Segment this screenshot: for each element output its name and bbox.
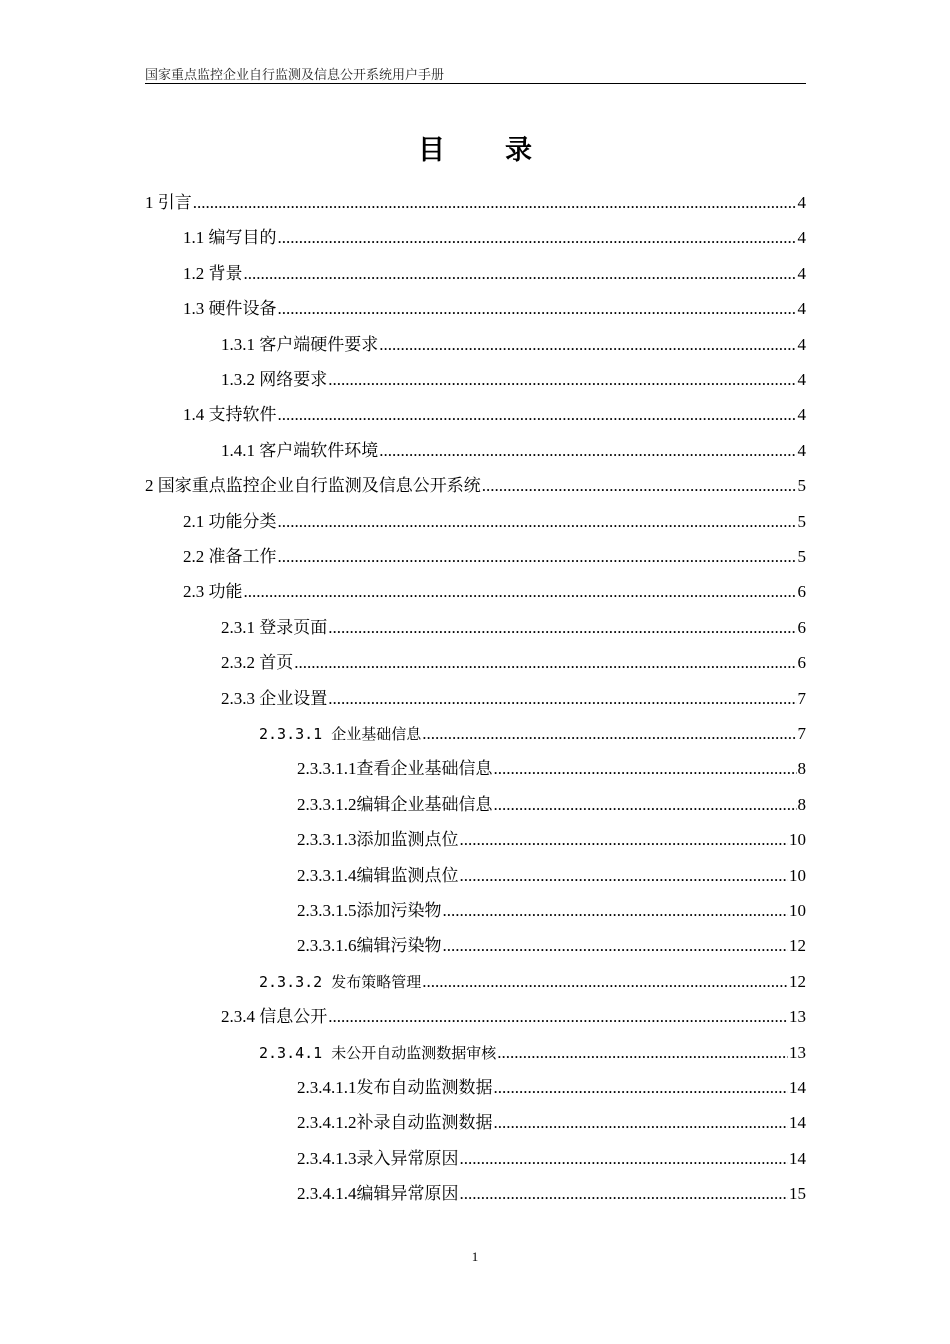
toc-dot-leader [294,653,796,673]
toc-entry-page-number: 14 [789,1148,806,1168]
toc-dot-leader [460,1184,789,1204]
toc-entry[interactable] [221,997,806,1027]
toc-dot-leader [193,193,797,213]
toc-dot-leader [494,1078,789,1098]
toc-dot-leader [328,370,796,390]
toc-entry-page-number: 6 [797,582,806,602]
toc-entry[interactable] [221,608,806,638]
toc-entry-label: 2.3.4.1.3录入异常原因 [297,1148,459,1168]
toc-entry-label: 2.3.4.1 未公开自动监测数据审核 [259,1043,497,1062]
toc-entry-page-number: 10 [789,865,806,885]
toc-dot-leader [460,830,789,850]
toc-entry-page-number: 4 [797,193,806,212]
running-header: 国家重点监控企业自行监测及信息公开系统用户手册 [145,67,445,82]
toc-dot-leader [482,476,797,496]
toc-entry-page-number: 5 [797,476,806,496]
toc-entry-label: 1.3.2 网络要求 [221,370,328,389]
toc-entry[interactable] [297,1139,806,1169]
toc-entry-page-number: 13 [789,1007,806,1027]
toc-entry[interactable] [297,926,806,956]
toc-entry[interactable] [297,749,806,779]
toc-entry-page-number: 4 [797,440,806,460]
toc-entry[interactable] [221,360,806,390]
toc-entry-page-number: 4 [797,370,806,389]
toc-entry-label: 2.3.3.1.4编辑监测点位 [297,865,459,885]
toc-entry-page-number: 14 [789,1113,806,1133]
toc-entry-label: 2.3.3.1.5添加污染物 [297,901,442,920]
toc-entry[interactable] [259,714,806,744]
toc-entry-page-number: 14 [789,1078,806,1097]
toc-entry-label: 2.2 准备工作 [183,547,277,566]
toc-entry-label: 2.3.3.1.6编辑污染物 [297,936,442,956]
toc-entry-page-number: 4 [797,299,806,319]
toc-entry-page-number: 12 [789,936,806,956]
toc-dot-leader [278,299,797,319]
toc-dot-leader [278,228,797,248]
toc-dot-leader [443,936,789,956]
toc-entry-page-number: 15 [789,1184,806,1204]
toc-entry-page-number: 4 [797,228,806,248]
toc-entry-label: 2.3.3.1.2编辑企业基础信息 [297,794,493,814]
toc-entry[interactable] [297,785,806,815]
header-rule [145,83,806,84]
toc-dot-leader [328,1007,788,1027]
toc-entry-page-number: 4 [797,405,806,425]
toc-dot-leader [379,335,796,355]
toc-entry[interactable] [183,289,806,319]
toc-entry-label: 2.3.1 登录页面 [221,617,328,637]
toc-dot-leader [244,264,797,284]
toc-entry[interactable] [297,1068,806,1098]
toc-entry-label: 1.2 背景 [183,263,243,283]
toc-dot-leader [278,512,797,532]
toc-entry-page-number: 10 [789,901,806,920]
toc-entry-page-number: 10 [789,830,806,850]
toc-entry-label: 2.3.4.1.2补录自动监测数据 [297,1113,493,1133]
toc-entry-label: 1 引言 [145,193,192,212]
toc-entry-label: 1.4 支持软件 [183,405,277,425]
toc-entry-page-number: 12 [789,971,806,991]
toc-entry[interactable] [183,502,806,532]
toc-entry-page-number: 8 [797,759,806,779]
toc-entry[interactable] [221,679,806,709]
toc-dot-leader [497,1043,788,1063]
toc-dot-leader [460,1149,789,1169]
toc-entry-label: 2 国家重点监控企业自行监测及信息公开系统 [145,476,481,496]
toc-entry[interactable] [183,254,806,284]
toc-dot-leader [278,405,797,425]
toc-entry[interactable] [145,466,806,496]
toc-entry-label: 2.1 功能分类 [183,511,277,531]
toc-dot-leader [422,724,796,744]
toc-entry-label: 2.3.4.1.1发布自动监测数据 [297,1078,493,1097]
toc-entry-page-number: 4 [797,334,806,354]
toc-dot-leader [443,901,789,921]
toc-entry-label: 1.3 硬件设备 [183,299,277,319]
toc-dot-leader [379,441,796,461]
toc-entry-label: 1.3.1 客户端硬件要求 [221,334,379,354]
toc-entry[interactable] [297,1174,806,1204]
toc-entry[interactable] [259,1033,806,1063]
toc-dot-leader [328,618,796,638]
toc-entry-page-number: 7 [797,688,806,708]
toc-entry[interactable] [221,325,806,355]
toc-dot-leader [494,795,797,815]
toc-entry-page-number: 8 [797,794,806,814]
toc-title: 目录 [418,135,592,165]
toc-entry-label: 2.3.4 信息公开 [221,1007,328,1027]
toc-entry-label: 2.3.4.1.4编辑异常原因 [297,1184,459,1204]
toc-entry[interactable] [221,643,806,673]
toc-dot-leader [328,689,796,709]
toc-dot-leader [244,582,797,602]
toc-entry-label: 2.3.3.1.3添加监测点位 [297,830,459,850]
toc-entry-page-number: 5 [797,511,806,531]
toc-entry[interactable] [259,962,806,992]
toc-entry-label: 2.3.3.2 发布策略管理 [259,972,422,991]
toc-entry[interactable] [297,820,806,850]
toc-dot-leader [460,866,789,886]
toc-dot-leader [422,972,788,992]
toc-entry-page-number: 4 [797,263,806,283]
toc-entry-label: 1.4.1 客户端软件环境 [221,440,379,460]
toc-entry-label: 2.3.3.1 企业基础信息 [259,725,422,743]
toc-entry[interactable] [183,537,806,567]
toc-entry[interactable] [183,572,806,602]
toc-entry-label: 2.3.3.1.1查看企业基础信息 [297,759,493,779]
toc-dot-leader [494,1113,789,1133]
toc-entry[interactable] [297,856,806,886]
toc-entry-page-number: 6 [797,617,806,637]
toc-entry-page-number: 5 [797,547,806,566]
toc-dot-leader [278,547,797,567]
toc-entry[interactable] [145,183,806,213]
toc-entry-page-number: 7 [797,724,806,743]
page-number: 1 [471,1249,479,1264]
toc-entry-page-number: 6 [797,653,806,673]
toc-entry-label: 1.1 编写目的 [183,228,277,248]
toc-dot-leader [494,759,797,779]
toc-entry[interactable] [297,1103,806,1133]
toc-entry[interactable] [183,218,806,248]
toc-entry[interactable] [297,891,806,921]
toc-entry[interactable] [183,395,806,425]
toc-entry-label: 2.3 功能 [183,582,243,602]
toc-entry-label: 2.3.3 企业设置 [221,688,328,708]
toc-entry[interactable] [221,431,806,461]
toc-entry-label: 2.3.2 首页 [221,653,294,673]
toc-entry-page-number: 13 [789,1042,806,1062]
